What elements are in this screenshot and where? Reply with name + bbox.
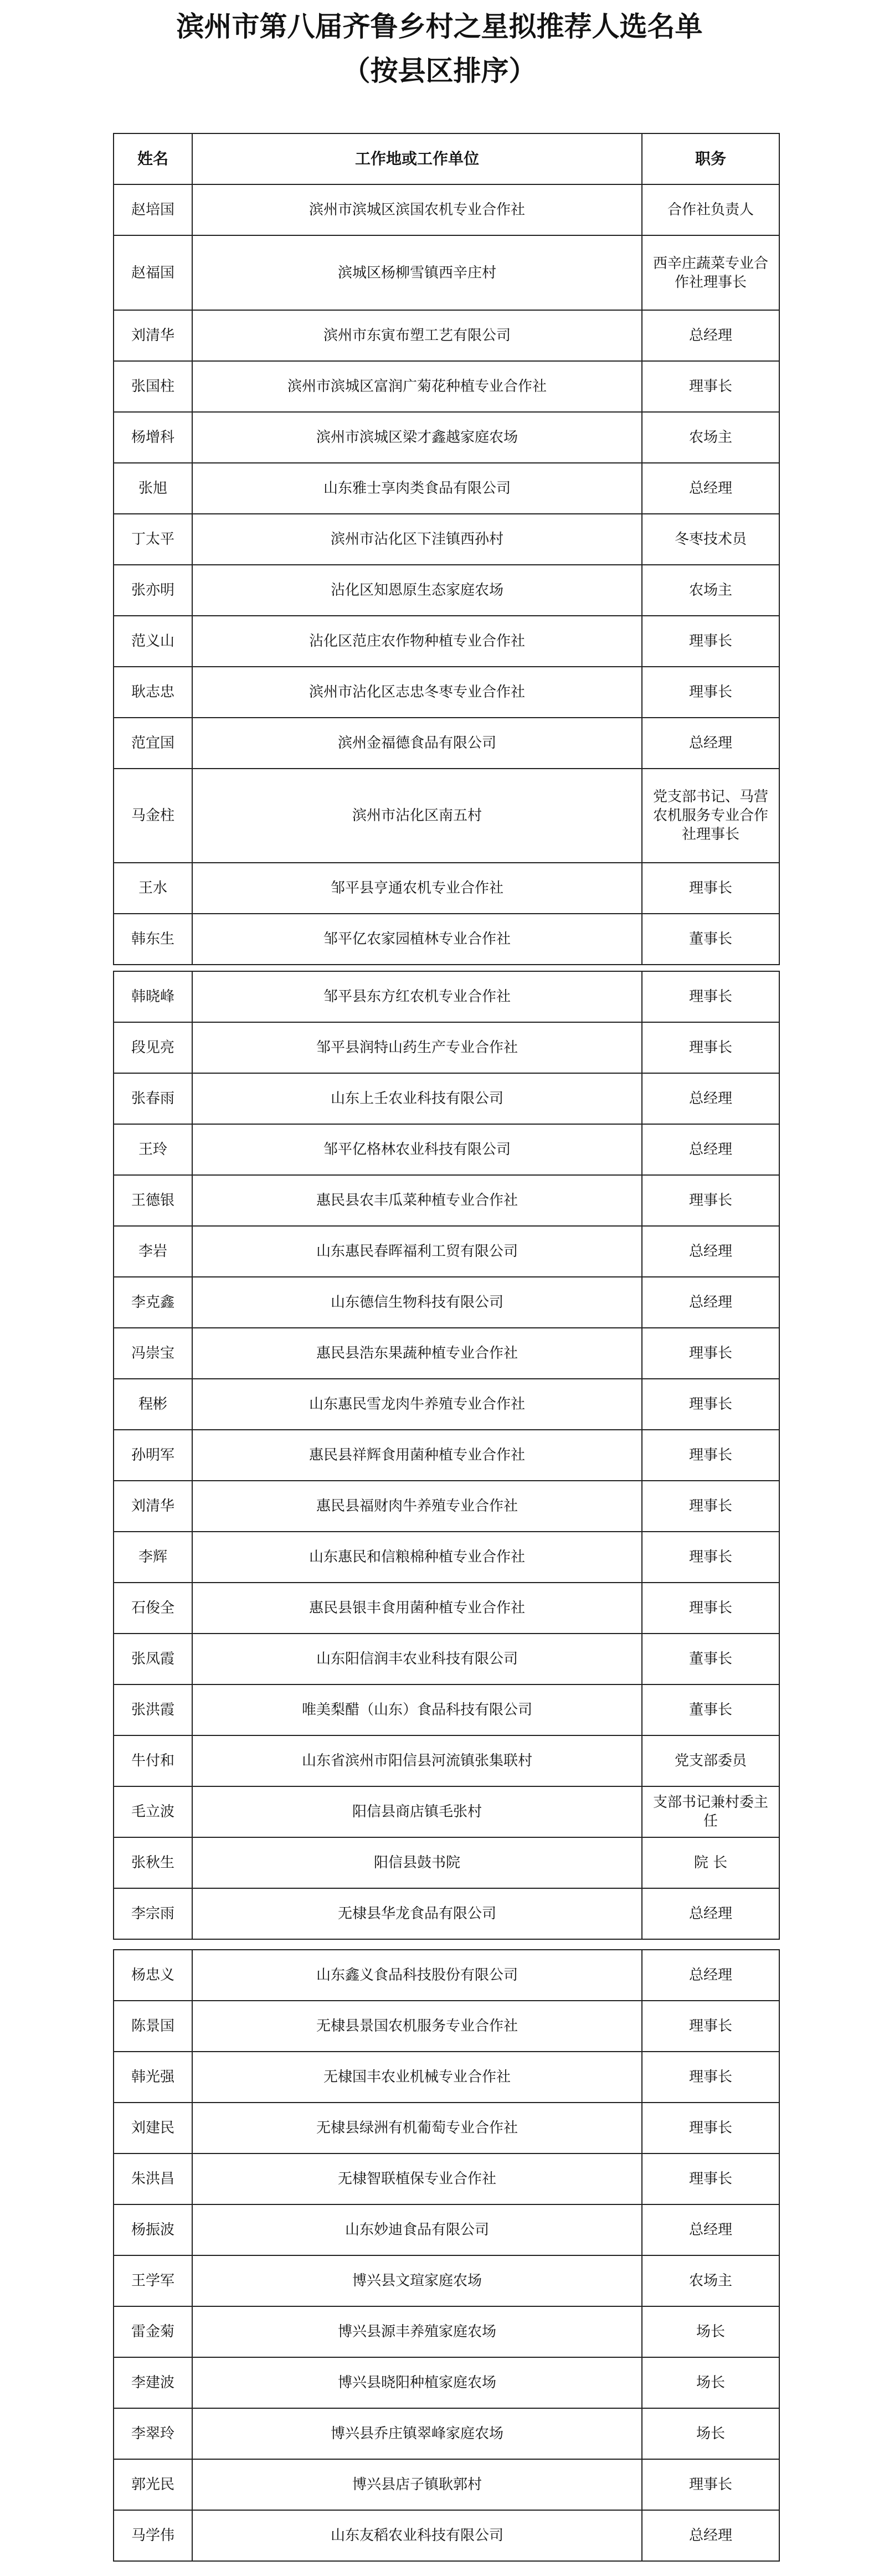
- table-row: [114, 2052, 779, 2103]
- table-row: [114, 2001, 779, 2052]
- person-name: 杨忠义: [114, 1950, 192, 2001]
- work-unit: 惠民县祥辉食用菌种植专业合作社: [192, 1430, 642, 1481]
- person-name: 李建波: [114, 2357, 192, 2408]
- position: 总经理: [642, 1124, 779, 1175]
- work-unit: 山东友稻农业科技有限公司: [192, 2510, 642, 2561]
- position: 理事长: [642, 863, 779, 914]
- person-name: 李岩: [114, 1226, 192, 1277]
- table-row: [114, 1837, 779, 1888]
- table-row: [114, 463, 779, 514]
- work-unit: 无棣智联植保专业合作社: [192, 2153, 642, 2204]
- position: 农场主: [642, 412, 779, 463]
- table-row: [114, 2408, 779, 2459]
- position: 理事长: [642, 1481, 779, 1532]
- position: 场长: [642, 2357, 779, 2408]
- position: 理事长: [642, 1022, 779, 1073]
- work-unit: 邹平亿农家园植林专业合作社: [192, 914, 642, 965]
- table-row: [114, 1684, 779, 1735]
- person-name: 李宗雨: [114, 1888, 192, 1939]
- position: 农场主: [642, 565, 779, 616]
- table-row: [114, 1634, 779, 1684]
- table-row: [114, 2306, 779, 2357]
- person-name: 张洪霞: [114, 1684, 192, 1735]
- position: 总经理: [642, 1277, 779, 1328]
- person-name: 李翠玲: [114, 2408, 192, 2459]
- table-row: [114, 1481, 779, 1532]
- person-name: 毛立波: [114, 1786, 192, 1837]
- work-unit: 山东鑫义食品科技股份有限公司: [192, 1950, 642, 2001]
- work-unit: 阳信县商店镇毛张村: [192, 1786, 642, 1837]
- position: 总经理: [642, 1226, 779, 1277]
- position: 理事长: [642, 2052, 779, 2103]
- position: 理事长: [642, 1379, 779, 1430]
- work-unit: 沾化区范庄农作物种植专业合作社: [192, 616, 642, 667]
- position: 理事长: [642, 1532, 779, 1583]
- person-name: 丁太平: [114, 514, 192, 565]
- work-unit: 山东妙迪食品有限公司: [192, 2204, 642, 2255]
- person-name: 张秋生: [114, 1837, 192, 1888]
- person-name: 牛付和: [114, 1735, 192, 1786]
- person-name: 韩东生: [114, 914, 192, 965]
- work-unit: 滨州金福德食品有限公司: [192, 718, 642, 769]
- position: 西辛庄蔬菜专业合作社理事长: [642, 235, 779, 310]
- work-unit: 滨州市滨城区富润广菊花种植专业合作社: [192, 361, 642, 412]
- table-row: [114, 1786, 779, 1837]
- position: 董事长: [642, 1634, 779, 1684]
- work-unit: 山东省滨州市阳信县河流镇张集联村: [192, 1735, 642, 1786]
- person-name: 陈景国: [114, 2001, 192, 2052]
- table-row: [114, 971, 779, 1022]
- table-row: [114, 1124, 779, 1175]
- table-row: [114, 718, 779, 769]
- person-name: 王水: [114, 863, 192, 914]
- table-row: [114, 235, 779, 310]
- table-row: [114, 1277, 779, 1328]
- person-name: 段见亮: [114, 1022, 192, 1073]
- person-name: 李辉: [114, 1532, 192, 1583]
- table-row: [114, 2357, 779, 2408]
- table-row: [114, 1532, 779, 1583]
- work-unit: 邹平县东方红农机专业合作社: [192, 971, 642, 1022]
- table-row: [114, 2459, 779, 2510]
- position: 理事长: [642, 2153, 779, 2204]
- work-unit: 山东雅士享肉类食品有限公司: [192, 463, 642, 514]
- table-row: [114, 1328, 779, 1379]
- table-row: [114, 361, 779, 412]
- table-row: [114, 565, 779, 616]
- person-name: 张凤霞: [114, 1634, 192, 1684]
- person-name: 张春雨: [114, 1073, 192, 1124]
- person-name: 赵福国: [114, 235, 192, 310]
- person-name: 郭光民: [114, 2459, 192, 2510]
- roster-table-1: [113, 133, 780, 965]
- work-unit: 博兴县文瑄家庭农场: [192, 2255, 642, 2306]
- person-name: 马金柱: [114, 769, 192, 863]
- table-row: [114, 2153, 779, 2204]
- header-name: 姓名: [114, 133, 192, 184]
- header-unit: 工作地或工作单位: [192, 133, 642, 184]
- table-row: [114, 514, 779, 565]
- person-name: 马学伟: [114, 2510, 192, 2561]
- position: 理事长: [642, 1430, 779, 1481]
- position: 党支部书记、马营农机服务专业合作社理事长: [642, 769, 779, 863]
- work-unit: 山东上壬农业科技有限公司: [192, 1073, 642, 1124]
- person-name: 冯崇宝: [114, 1328, 192, 1379]
- table-row: [114, 616, 779, 667]
- table-row: [114, 1379, 779, 1430]
- work-unit: 山东惠民和信粮棉种植专业合作社: [192, 1532, 642, 1583]
- work-unit: 博兴县源丰养殖家庭农场: [192, 2306, 642, 2357]
- work-unit: 滨州市沾化区志忠冬枣专业合作社: [192, 667, 642, 718]
- position: 场长: [642, 2306, 779, 2357]
- work-unit: 邹平县亨通农机专业合作社: [192, 863, 642, 914]
- work-unit: 博兴县晓阳种植家庭农场: [192, 2357, 642, 2408]
- table-row: [114, 1073, 779, 1124]
- work-unit: 无棣县绿洲有机葡萄专业合作社: [192, 2103, 642, 2153]
- position: 总经理: [642, 463, 779, 514]
- table-row: [114, 863, 779, 914]
- work-unit: 阳信县鼓书院: [192, 1837, 642, 1888]
- position: 理事长: [642, 616, 779, 667]
- position: 党支部委员: [642, 1735, 779, 1786]
- position: 理事长: [642, 1175, 779, 1226]
- person-name: 雷金菊: [114, 2306, 192, 2357]
- person-name: 王玲: [114, 1124, 192, 1175]
- work-unit: 滨城区杨柳雪镇西辛庄村: [192, 235, 642, 310]
- work-unit: 滨州市沾化区南五村: [192, 769, 642, 863]
- work-unit: 惠民县浩东果蔬种植专业合作社: [192, 1328, 642, 1379]
- work-unit: 惠民县农丰瓜菜种植专业合作社: [192, 1175, 642, 1226]
- person-name: 耿志忠: [114, 667, 192, 718]
- position: 理事长: [642, 2459, 779, 2510]
- person-name: 赵培国: [114, 184, 192, 235]
- table-row: [114, 1888, 779, 1939]
- position: 总经理: [642, 1073, 779, 1124]
- person-name: 刘清华: [114, 310, 192, 361]
- position: 院 长: [642, 1837, 779, 1888]
- person-name: 刘建民: [114, 2103, 192, 2153]
- table-row: [114, 1022, 779, 1073]
- work-unit: 邹平亿格林农业科技有限公司: [192, 1124, 642, 1175]
- person-name: 王学军: [114, 2255, 192, 2306]
- work-unit: 山东惠民雪龙肉牛养殖专业合作社: [192, 1379, 642, 1430]
- work-unit: 博兴县店子镇耿郭村: [192, 2459, 642, 2510]
- work-unit: 无棣国丰农业机械专业合作社: [192, 2052, 642, 2103]
- position: 理事长: [642, 1328, 779, 1379]
- person-name: 朱洪昌: [114, 2153, 192, 2204]
- table-row: [114, 184, 779, 235]
- person-name: 杨增科: [114, 412, 192, 463]
- position: 总经理: [642, 2510, 779, 2561]
- page-title: 滨州市第八届齐鲁乡村之星拟推荐人选名单: [176, 10, 703, 43]
- person-name: 王德银: [114, 1175, 192, 1226]
- person-name: 范宜国: [114, 718, 192, 769]
- person-name: 程彬: [114, 1379, 192, 1430]
- person-name: 张国柱: [114, 361, 192, 412]
- position: 总经理: [642, 1950, 779, 2001]
- table-row: [114, 914, 779, 965]
- table-row: [114, 1950, 779, 2001]
- work-unit: 沾化区知恩原生态家庭农场: [192, 565, 642, 616]
- work-unit: 滨州市滨城区滨国农机专业合作社: [192, 184, 642, 235]
- position: 董事长: [642, 1684, 779, 1735]
- person-name: 范义山: [114, 616, 192, 667]
- position: 场长: [642, 2408, 779, 2459]
- table-header-row: [114, 133, 779, 184]
- table-row: [114, 1430, 779, 1481]
- table-row: [114, 2204, 779, 2255]
- position: 董事长: [642, 914, 779, 965]
- work-unit: 滨州市沾化区下洼镇西孙村: [192, 514, 642, 565]
- position: 支部书记兼村委主任: [642, 1786, 779, 1837]
- person-name: 张旭: [114, 463, 192, 514]
- position: 总经理: [642, 718, 779, 769]
- work-unit: 博兴县乔庄镇翠峰家庭农场: [192, 2408, 642, 2459]
- person-name: 孙明军: [114, 1430, 192, 1481]
- table-row: [114, 2255, 779, 2306]
- work-unit: 无棣县景国农机服务专业合作社: [192, 2001, 642, 2052]
- position: 理事长: [642, 361, 779, 412]
- table-row: [114, 310, 779, 361]
- work-unit: 山东阳信润丰农业科技有限公司: [192, 1634, 642, 1684]
- table-row: [114, 667, 779, 718]
- work-unit: 滨州市东寅布塑工艺有限公司: [192, 310, 642, 361]
- position: 总经理: [642, 310, 779, 361]
- position: 冬枣技术员: [642, 514, 779, 565]
- person-name: 李克鑫: [114, 1277, 192, 1328]
- table-row: [114, 412, 779, 463]
- header-role: 职务: [642, 133, 779, 184]
- work-unit: 唯美梨醋（山东）食品科技有限公司: [192, 1684, 642, 1735]
- position: 总经理: [642, 2204, 779, 2255]
- table-row: [114, 1226, 779, 1277]
- work-unit: 滨州市滨城区梁才鑫越家庭农场: [192, 412, 642, 463]
- position: 农场主: [642, 2255, 779, 2306]
- work-unit: 惠民县银丰食用菌种植专业合作社: [192, 1583, 642, 1634]
- person-name: 石俊全: [114, 1583, 192, 1634]
- table-row: [114, 1735, 779, 1786]
- position: 理事长: [642, 971, 779, 1022]
- person-name: 韩晓峰: [114, 971, 192, 1022]
- table-row: [114, 769, 779, 863]
- position: 理事长: [642, 2001, 779, 2052]
- work-unit: 无棣县华龙食品有限公司: [192, 1888, 642, 1939]
- work-unit: 山东惠民春晖福利工贸有限公司: [192, 1226, 642, 1277]
- page-subtitle: （按县区排序）: [342, 54, 537, 87]
- work-unit: 邹平县润特山药生产专业合作社: [192, 1022, 642, 1073]
- table-row: [114, 1175, 779, 1226]
- roster-table-2: [113, 971, 780, 1940]
- position: 理事长: [642, 2103, 779, 2153]
- person-name: 韩光强: [114, 2052, 192, 2103]
- position: 理事长: [642, 1583, 779, 1634]
- position: 合作社负责人: [642, 184, 779, 235]
- person-name: 杨振波: [114, 2204, 192, 2255]
- work-unit: 山东德信生物科技有限公司: [192, 1277, 642, 1328]
- table-row: [114, 2510, 779, 2561]
- position: 总经理: [642, 1888, 779, 1939]
- table-row: [114, 2103, 779, 2153]
- position: 理事长: [642, 667, 779, 718]
- table-row: [114, 1583, 779, 1634]
- person-name: 刘清华: [114, 1481, 192, 1532]
- roster-table-3: [113, 1949, 780, 2562]
- work-unit: 惠民县福财肉牛养殖专业合作社: [192, 1481, 642, 1532]
- person-name: 张亦明: [114, 565, 192, 616]
